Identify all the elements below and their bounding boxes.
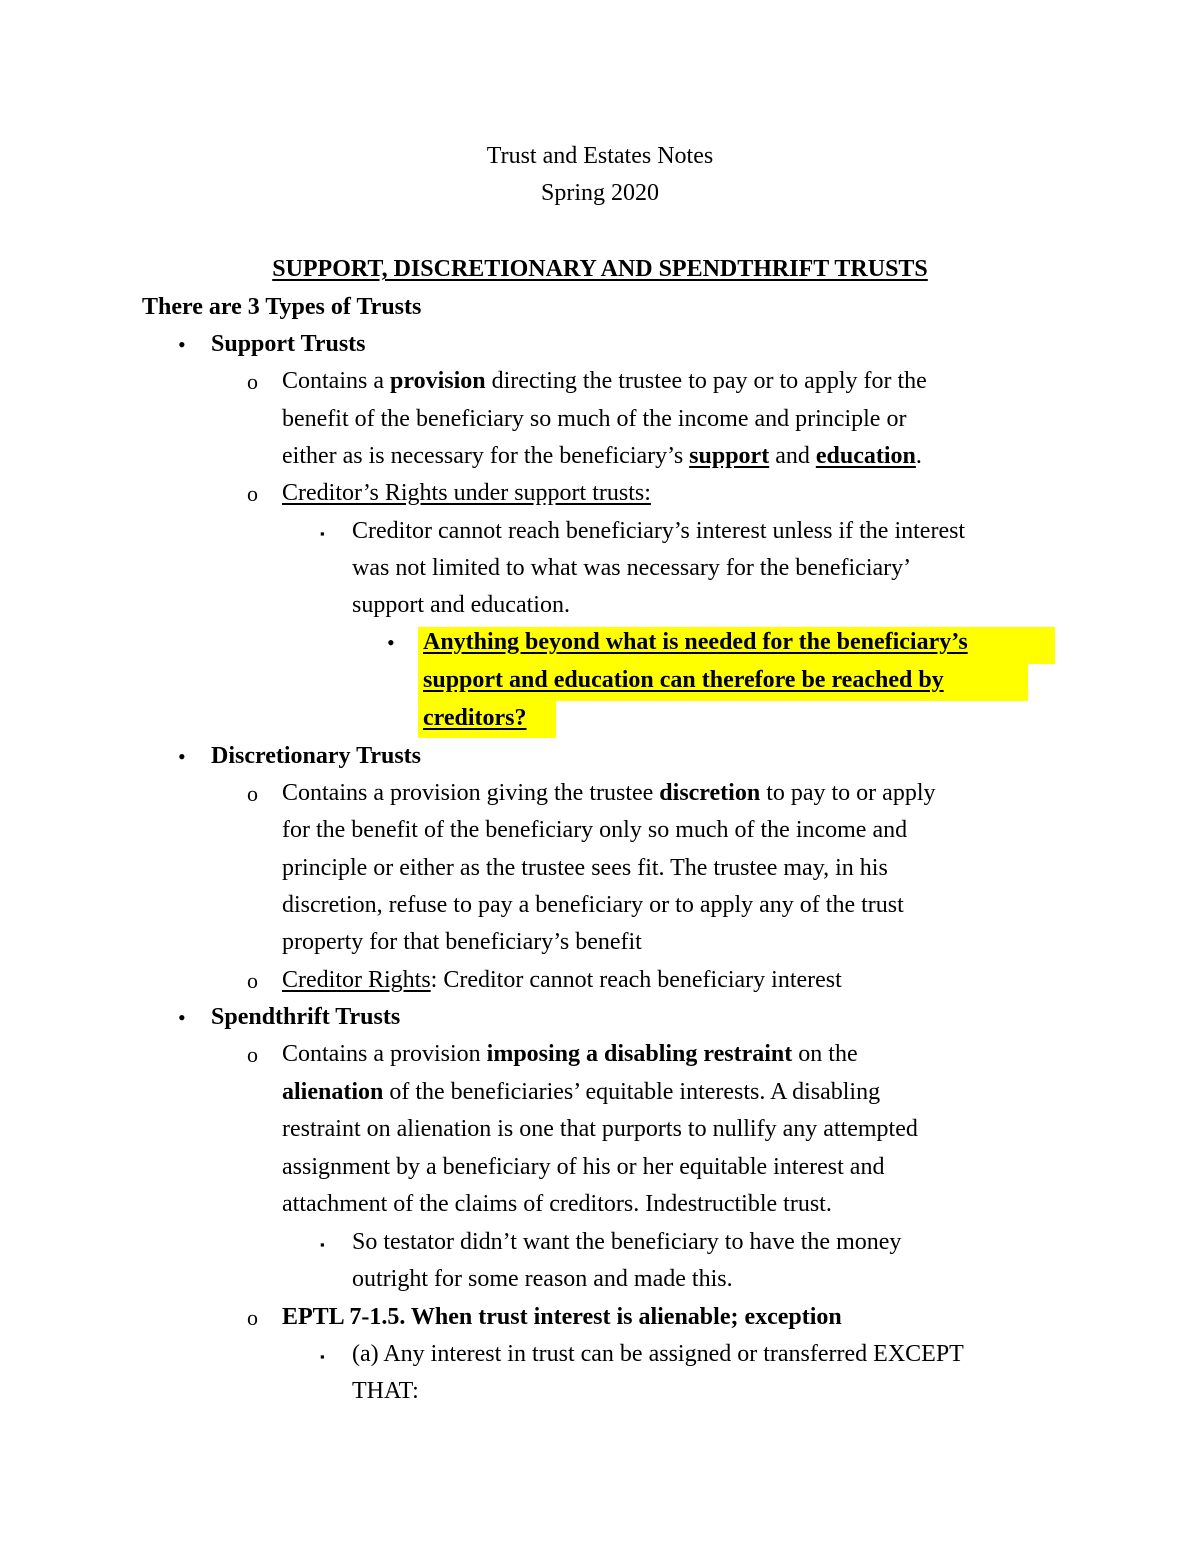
bullet-disc: • (178, 332, 186, 357)
discretionary-provision-line: discretion, refuse to pay a beneficiary or to apply any of the trust (282, 892, 904, 918)
support-trusts-heading: Support Trusts (211, 331, 366, 357)
bullet-disc: • (178, 744, 186, 769)
eptl-heading: EPTL 7-1.5. When trust interest is alienable; exception (282, 1304, 842, 1330)
support-rights-line: was not limited to what was necessary for the beneficiary’ (352, 555, 912, 581)
bullet-square: ▪ (320, 1349, 325, 1364)
bullet-circle: o (247, 1305, 258, 1330)
support-rights-line: support and education. (352, 592, 570, 618)
bullet-circle: o (247, 968, 258, 993)
spendthrift-note-line: So testator didn’t want the beneficiary to have the money (352, 1229, 902, 1255)
highlighted-question-line: support and education can therefore be reached by (423, 667, 944, 693)
support-rights-line: Creditor cannot reach beneficiary’s interest unless if the interest (352, 518, 966, 544)
spendthrift-trusts-heading: Spendthrift Trusts (211, 1004, 401, 1030)
highlighted-question-line: creditors? (423, 705, 527, 731)
document-title: Trust and Estates Notes (486, 143, 714, 169)
spendthrift-note-line: outright for some reason and made this. (352, 1266, 733, 1292)
spendthrift-provision-line: restraint on alienation is one that purports to nullify any attempted (282, 1116, 918, 1142)
bullet-disc: • (387, 630, 395, 655)
support-provision-line: either as is necessary for the beneficiary’s support and education. (282, 443, 922, 469)
bullet-circle: o (247, 369, 258, 394)
spendthrift-provision-line: assignment by a beneficiary of his or her equitable interest and (282, 1154, 885, 1180)
bullet-square: ▪ (320, 526, 325, 541)
eptl-detail-line: THAT: (352, 1378, 419, 1404)
discretionary-provision-line: for the benefit of the beneficiary only so much of the income and (282, 817, 908, 843)
eptl-detail-line: (a) Any interest in trust can be assigned or transferred EXCEPT (352, 1341, 964, 1367)
bullet-square: ▪ (320, 1237, 325, 1252)
bullet-circle: o (247, 481, 258, 506)
document-term: Spring 2020 (540, 180, 659, 206)
spendthrift-provision-line: attachment of the claims of creditors. Indestructible trust. (282, 1191, 832, 1217)
discretionary-provision-line: property for that beneficiary’s benefit (282, 929, 642, 955)
discretionary-creditor-rights: Creditor Rights: Creditor cannot reach beneficiary interest (282, 967, 842, 993)
bullet-circle: o (247, 781, 258, 806)
bullet-circle: o (247, 1042, 258, 1067)
support-provision-line: benefit of the beneficiary so much of the income and principle or (282, 406, 907, 432)
support-provision-line: Contains a provision directing the trustee to pay or to apply for the (282, 368, 927, 394)
discretionary-provision-line: principle or either as the trustee sees fit. The trustee may, in his (282, 855, 888, 881)
highlighted-question-line: Anything beyond what is needed for the beneficiary’s (423, 629, 968, 655)
spendthrift-provision-line: Contains a provision imposing a disabling restraint on the (282, 1041, 858, 1067)
bullet-disc: • (178, 1005, 186, 1030)
intro-heading: There are 3 Types of Trusts (142, 294, 422, 320)
discretionary-provision-line: Contains a provision giving the trustee discretion to pay to or apply (282, 780, 936, 806)
support-creditor-rights-label: Creditor’s Rights under support trusts: (282, 480, 651, 506)
spendthrift-provision-line: alienation of the beneficiaries’ equitable interests. A disabling (282, 1079, 881, 1105)
section-title: SUPPORT, DISCRETIONARY AND SPENDTHRIFT TRUSTS (272, 256, 928, 282)
discretionary-trusts-heading: Discretionary Trusts (211, 743, 421, 769)
